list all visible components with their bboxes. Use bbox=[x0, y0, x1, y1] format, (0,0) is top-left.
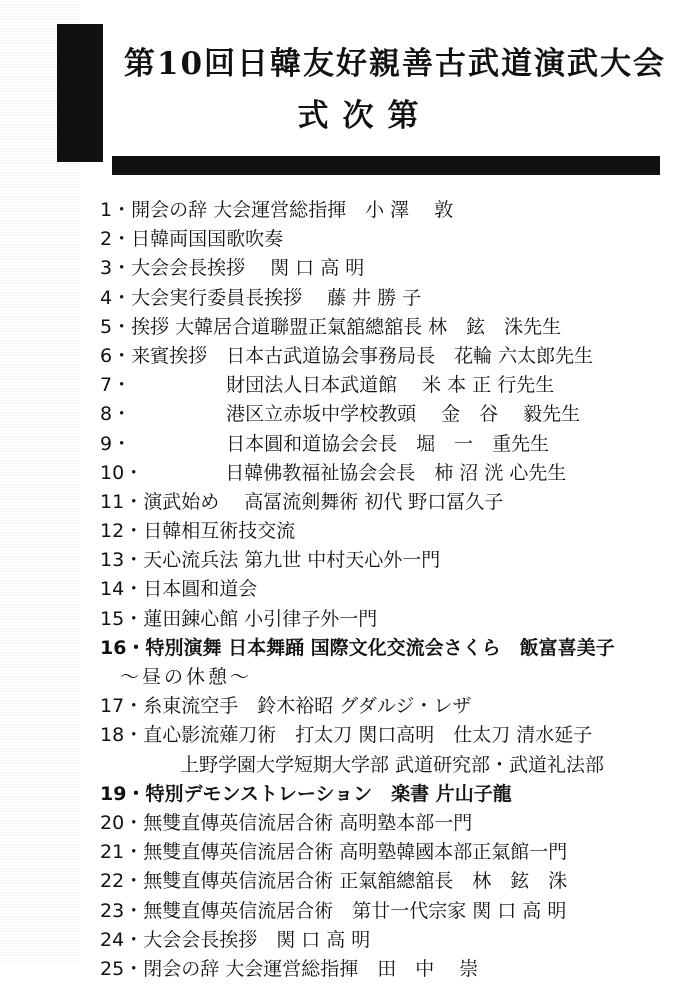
item-number: 9 bbox=[100, 432, 113, 455]
program-item bbox=[100, 517, 680, 546]
item-text: ・無雙直傳英信流居合術 第廿一代宗家 関 口 高 明 bbox=[124, 899, 567, 922]
item-text: ・蓮田錬心館 小引律子外一門 bbox=[124, 607, 378, 630]
item-text: ・ 日本圓和道協会会長 堀 一 重先生 bbox=[112, 432, 550, 455]
page-title: 第10回日韓友好親善古武道演武大会 bbox=[123, 46, 667, 82]
item-number: 20 bbox=[100, 811, 125, 834]
program-item-continuation bbox=[100, 751, 680, 780]
item-number: 21 bbox=[100, 841, 125, 864]
item-number: 13 bbox=[100, 549, 125, 572]
item-text: ・大会会長挨拶 関 口 高 明 bbox=[112, 257, 365, 280]
item-text: ・挨拶 大韓居合道聯盟正氣舘總舘長 林 鉉 洙先生 bbox=[112, 315, 562, 338]
program-item bbox=[100, 605, 680, 634]
program-item bbox=[100, 430, 680, 459]
program-item bbox=[100, 313, 680, 342]
item-text: ・開会の辞 大会運営総指揮 小 澤 敦 bbox=[112, 199, 454, 221]
item-number: 18 bbox=[100, 724, 125, 747]
program-item bbox=[100, 488, 680, 517]
item-text: ・糸東流空手 鈴木裕昭 グダルジ・レザ bbox=[124, 695, 472, 718]
item-number: 17 bbox=[100, 695, 125, 718]
item-number: 15 bbox=[100, 607, 125, 630]
program-item bbox=[100, 692, 680, 721]
title-rule bbox=[112, 156, 660, 175]
item-number: 23 bbox=[100, 899, 125, 922]
program-item bbox=[100, 780, 680, 809]
item-text: ・日韓相互術技交流 bbox=[124, 520, 296, 543]
item-text: ・大会会長挨拶 関 口 高 明 bbox=[124, 928, 371, 951]
item-text: ・日韓両国国歌吹奏 bbox=[112, 228, 284, 251]
program-item bbox=[100, 546, 680, 575]
item-number: 6 bbox=[100, 344, 113, 367]
item-number: 3 bbox=[100, 257, 113, 280]
program-item bbox=[100, 371, 680, 400]
item-text: ・天心流兵法 第九世 中村天心外一門 bbox=[124, 549, 441, 572]
item-text: ・閉会の辞 大会運営総指揮 田 中 崇 bbox=[124, 957, 479, 980]
item-text: ・直心影流薙刀術 打太刀 関口高明 仕太刀 清水延子 bbox=[124, 724, 593, 747]
item-text: ・演武始め 高冨流剣舞術 初代 野口冨久子 bbox=[124, 490, 504, 513]
item-number: 2 bbox=[100, 228, 113, 251]
program-item bbox=[100, 459, 680, 488]
program-item bbox=[100, 575, 680, 604]
item-text: ～昼の休憩～ bbox=[120, 666, 253, 688]
item-text: ・来賓挨拶 日本古武道協会事務局長 花輪 六太郎先生 bbox=[112, 344, 594, 367]
program-item bbox=[100, 400, 680, 429]
item-number: 16 bbox=[100, 636, 127, 659]
program-item bbox=[100, 196, 680, 225]
item-text: ・無雙直傳英信流居合術 正氣舘總舘長 林 鉉 洙 bbox=[124, 870, 568, 893]
item-text: ・ 財団法人日本武道館 米 本 正 行先生 bbox=[112, 374, 555, 397]
program-item bbox=[100, 838, 680, 867]
program-item bbox=[100, 254, 680, 283]
break-item bbox=[100, 663, 680, 692]
item-text: 上野学園大学短期大学部 武道研究部・武道礼法部 bbox=[180, 753, 605, 776]
item-number: 10 bbox=[100, 461, 125, 484]
item-number: 8 bbox=[100, 403, 113, 426]
item-number: 12 bbox=[100, 520, 125, 543]
item-number: 7 bbox=[100, 374, 113, 397]
item-number: 14 bbox=[100, 578, 125, 601]
item-text: ・無雙直傳英信流居合術 高明塾本部一門 bbox=[124, 811, 473, 834]
program-item bbox=[100, 867, 680, 896]
program-item bbox=[100, 955, 680, 984]
program-item bbox=[100, 634, 680, 663]
program-item bbox=[100, 897, 680, 926]
item-text: ・無雙直傳英信流居合術 高明塾韓國本部正氣館一門 bbox=[124, 841, 568, 864]
item-number: 11 bbox=[100, 490, 125, 513]
program-list bbox=[100, 196, 680, 984]
item-number: 24 bbox=[100, 928, 125, 951]
item-number: 22 bbox=[100, 870, 125, 893]
item-text: ・特別デモンストレーション 楽書 片山子龍 bbox=[126, 782, 512, 805]
page-subtitle: 式次第 bbox=[297, 98, 433, 134]
item-text: ・日本圓和道会 bbox=[124, 578, 258, 601]
program-item bbox=[100, 926, 680, 955]
item-text: ・ 日韓佛教福祉協会会長 柿 沼 洸 心先生 bbox=[124, 461, 567, 484]
black-side-bar bbox=[57, 24, 103, 162]
program-item bbox=[100, 342, 680, 371]
item-number: 4 bbox=[100, 286, 113, 309]
item-number: 19 bbox=[100, 782, 127, 805]
item-number: 1 bbox=[100, 199, 113, 221]
item-number: 25 bbox=[100, 957, 125, 980]
program-item bbox=[100, 284, 680, 313]
item-text: ・ 港区立赤坂中学校教頭 金 谷 毅先生 bbox=[112, 403, 581, 426]
item-text: ・特別演舞 日本舞踊 国際文化交流会さくら 飯富喜美子 bbox=[126, 636, 615, 659]
item-text: ・大会実行委員長挨拶 藤 井 勝 子 bbox=[112, 286, 422, 309]
program-item bbox=[100, 809, 680, 838]
program-item bbox=[100, 721, 680, 750]
program-item bbox=[100, 225, 680, 254]
item-number: 5 bbox=[100, 315, 113, 338]
